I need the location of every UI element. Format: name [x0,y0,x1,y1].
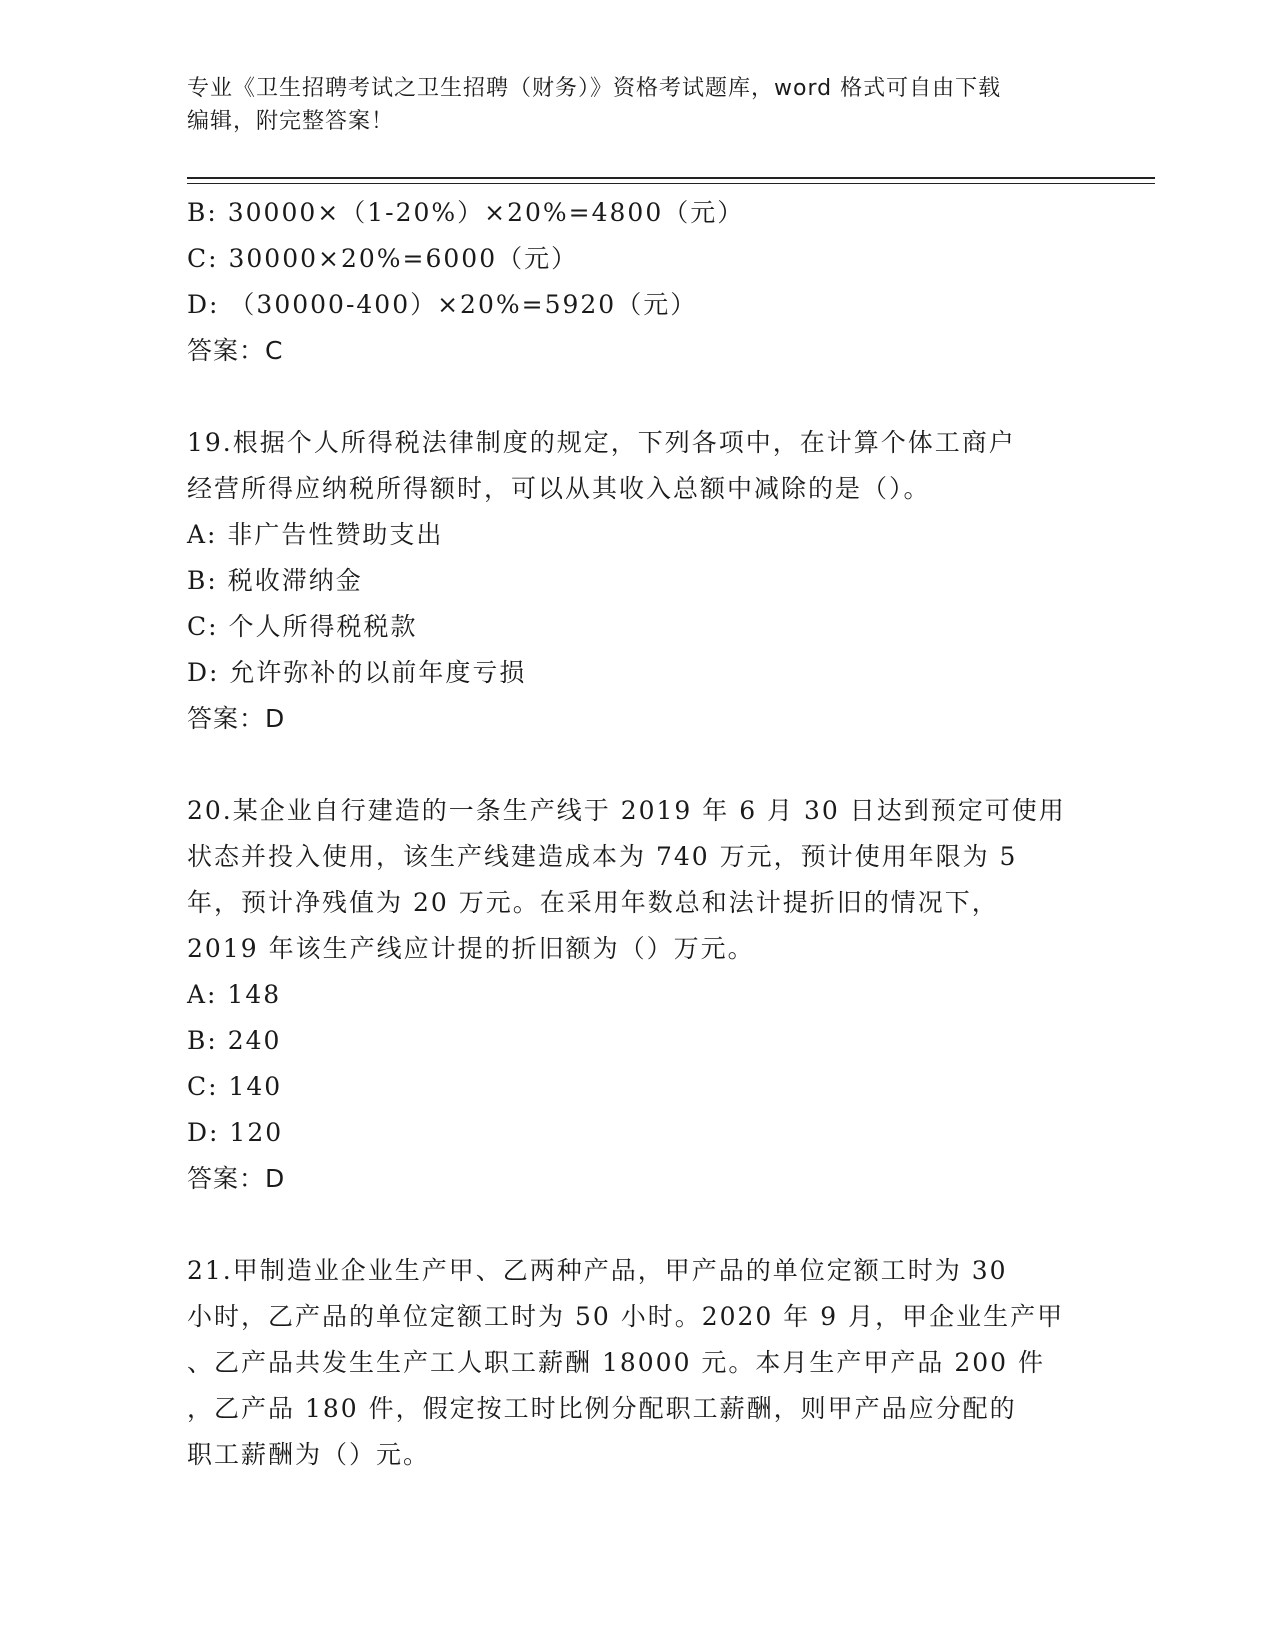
header-divider-thick [187,177,1155,179]
option-c: C: 个人所得税税款 [187,612,418,641]
option-b: B: 240 [187,1026,282,1055]
option-d: D: 允许弥补的以前年度亏损 [187,658,527,687]
spacer [187,374,1087,420]
answer-line: 答案：D [187,1164,286,1193]
option-b: B: 30000×（1-20%）×20%=4800（元） [187,198,745,227]
question-stem-line: 19.根据个人所得税法律制度的规定，下列各项中，在计算个体工商户 [187,428,1016,457]
question-stem-line: 小时，乙产品的单位定额工时为 50 小时。2020 年 9 月，甲企业生产甲 [187,1302,1065,1331]
question-stem-line: 职工薪酬为（）元。 [187,1440,431,1469]
question-21 [187,1248,1087,1478]
option-c: C: 140 [187,1072,283,1101]
page-header [187,72,1067,138]
question-20 [187,788,1087,1202]
document-body [187,190,1087,1478]
question-stem-line: 21.甲制造业企业生产甲、乙两种产品，甲产品的单位定额工时为 30 [187,1256,1008,1285]
previous-question [187,190,1087,374]
question-stem-line: ，乙产品 180 件，假定按工时比例分配职工薪酬，则甲产品应分配的 [187,1394,1017,1423]
header-divider-thin [187,183,1155,184]
option-a: A: 非广告性赞助支出 [187,520,444,549]
option-a: A: 148 [187,980,282,1009]
option-b: B: 税收滞纳金 [187,566,363,595]
header-line-2: 编辑，附完整答案！ [187,109,395,134]
spacer [187,742,1087,788]
header-line-1: 专业《卫生招聘考试之卫生招聘（财务）》资格考试题库，word 格式可自由下载 [187,76,1002,101]
question-stem-line: 状态并投入使用，该生产线建造成本为 740 万元，预计使用年限为 5 [187,842,1018,871]
answer-line: 答案：D [187,704,286,733]
question-stem-line: 20.某企业自行建造的一条生产线于 2019 年 6 月 30 日达到预定可使用 [187,796,1066,825]
question-19 [187,420,1087,742]
question-stem-line: 年，预计净残值为 20 万元。在采用年数总和法计提折旧的情况下， [187,888,999,917]
option-d: D: 120 [187,1118,284,1147]
question-stem-line: 经营所得应纳税所得额时，可以从其收入总额中减除的是（）。 [187,474,931,503]
option-d: D: （30000-400）×20%=5920（元） [187,290,698,319]
question-stem-line: 、乙产品共发生生产工人职工薪酬 18000 元。本月生产甲产品 200 件 [187,1348,1046,1377]
spacer [187,1202,1087,1248]
option-c: C: 30000×20%=6000（元） [187,244,579,273]
answer-line: 答案：C [187,336,284,365]
question-stem-line: 2019 年该生产线应计提的折旧额为（）万元。 [187,934,755,963]
